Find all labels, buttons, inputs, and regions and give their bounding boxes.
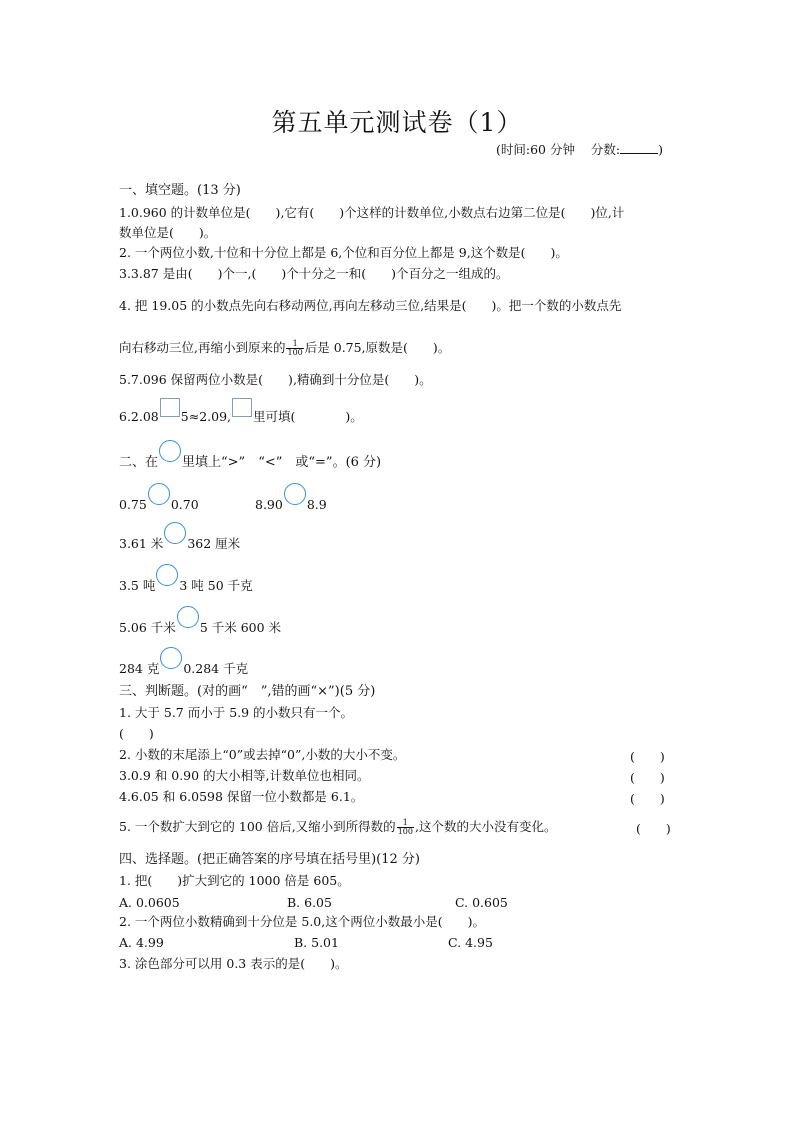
score-label: 分数: xyxy=(590,142,621,157)
section-4-heading: 四、选择题。(把正确答案的序号填在括号里)(12 分) xyxy=(119,852,420,867)
s2-row-2 xyxy=(119,530,240,552)
s3-q4: 4.6.05 和 6.0598 保留一位小数都是 6.1。 xyxy=(119,789,364,804)
s2-r3-right: 3 吨 50 千克 xyxy=(179,578,253,593)
time-score-line xyxy=(496,140,663,158)
s3-q3-paren[interactable]: ( ) xyxy=(630,770,665,785)
s2-r5-right: 0.284 千克 xyxy=(183,661,249,676)
s2-row-1 xyxy=(119,491,199,513)
s1-q4-line2 xyxy=(119,340,450,357)
section-1-heading: 一、填空题。(13 分) xyxy=(119,183,241,198)
s3-q5-text-b: ,这个数的大小没有变化。 xyxy=(414,819,557,834)
fraction-1-100 xyxy=(286,340,303,357)
compare-circle[interactable] xyxy=(160,647,182,669)
s1-q4-text-b: 后是 0.75,原数是( )。 xyxy=(304,340,451,355)
blank-box[interactable] xyxy=(232,398,252,417)
compare-circle-icon xyxy=(159,440,181,462)
frac-denominator: 100 xyxy=(397,827,413,836)
s1-q5: 5.7.096 保留两位小数是( ),精确到十分位是( )。 xyxy=(119,372,432,387)
s4-q3: 3. 涂色部分可以用 0.3 表示的是( )。 xyxy=(119,956,348,971)
s2-r3-left: 3.5 吨 xyxy=(119,578,156,593)
compare-circle[interactable] xyxy=(148,483,170,505)
blank-box[interactable] xyxy=(160,398,180,417)
s2-r4-left: 5.06 千米 xyxy=(119,620,176,635)
s1-q1-line1: 1.0.960 的计数单位是( ),它有( )个这样的计数单位,小数点右边第二位是( )位,计 xyxy=(119,205,625,220)
s4-q1: 1. 把( )扩大到它的 1000 倍是 605。 xyxy=(119,873,350,888)
s1-q6-text-b: 5≈2.09, xyxy=(180,409,231,424)
frac-denominator: 100 xyxy=(287,348,303,357)
s2-row-1b xyxy=(255,491,327,513)
s1-q2: 2. 一个两位小数,十位和十分位上都是 6,个位和百分位上都是 9,这个数是( )。 xyxy=(119,245,568,260)
s1-q6 xyxy=(119,404,363,425)
s3-q4-paren[interactable]: ( ) xyxy=(630,791,665,806)
s4-q1-option-a[interactable]: A. 0.0605 xyxy=(119,895,180,910)
s1-q4-text-a: 向右移动三位,再缩小到原来的 xyxy=(119,340,286,355)
s3-q2: 2. 小数的末尾添上“0”或去掉“0”,小数的大小不变。 xyxy=(119,747,406,762)
s2-r1-right2: 8.9 xyxy=(306,497,327,512)
s4-q1-option-c[interactable]: C. 0.605 xyxy=(455,895,508,910)
s4-q1-option-b[interactable]: B. 6.05 xyxy=(287,895,332,910)
s2-heading-a: 二、在 xyxy=(119,455,159,470)
s3-q1: 1. 大于 5.7 而小于 5.9 的小数只有一个。 xyxy=(119,705,354,720)
close-paren: ) xyxy=(658,142,663,157)
s4-q2-option-a[interactable]: A. 4.99 xyxy=(119,935,164,950)
s4-q2: 2. 一个两位小数精确到十分位是 5.0,这个两位小数最小是( )。 xyxy=(119,914,485,929)
s4-q2-option-b[interactable]: B. 5.01 xyxy=(294,935,339,950)
s3-q5-text-a: 5. 一个数扩大到它的 100 倍后,又缩小到所得数的 xyxy=(119,819,396,834)
s3-q3: 3.0.9 和 0.90 的大小相等,计数单位也相同。 xyxy=(119,768,370,783)
s2-row-4 xyxy=(119,614,281,636)
s2-r2-left: 3.61 米 xyxy=(119,536,164,551)
page-title: 第五单元测试卷（1） xyxy=(271,108,523,137)
section-3-heading: 三、判断题。(对的画“ ”,错的画“×”)(5 分) xyxy=(119,684,376,699)
s3-q5-paren[interactable]: ( ) xyxy=(636,821,671,836)
s2-r5-left: 284 克 xyxy=(119,661,160,676)
s2-r2-right: 362 厘米 xyxy=(187,536,241,551)
s2-row-5 xyxy=(119,655,248,677)
s2-row-3 xyxy=(119,572,253,594)
s2-r1-left2: 8.90 xyxy=(255,497,283,512)
time-label: (时间:60 分钟 xyxy=(496,142,575,157)
s1-q4-line1: 4. 把 19.05 的小数点先向右移动两位,再向左移动三位,结果是( )。把一个数的小数点先 xyxy=(119,298,622,313)
fraction-1-100 xyxy=(397,819,414,836)
s2-r1-right: 0.70 xyxy=(170,497,199,512)
compare-circle[interactable] xyxy=(284,483,306,505)
frac-numerator: 1 xyxy=(286,340,303,349)
s2-r1-left: 0.75 xyxy=(119,497,147,512)
s2-heading-b: 里填上“>” “<” 或“=”。(6 分) xyxy=(182,455,382,470)
s4-q2-option-c[interactable]: C. 4.95 xyxy=(448,935,493,950)
frac-numerator: 1 xyxy=(397,819,414,828)
section-2-heading xyxy=(119,448,381,471)
s2-r4-right: 5 千米 600 米 xyxy=(199,620,282,635)
s1-q3: 3.3.87 是由( )个一,( )个十分之一和( )个百分之一组成的。 xyxy=(119,266,509,281)
s1-q6-text-a: 6.2.08 xyxy=(119,409,159,424)
compare-circle[interactable] xyxy=(156,564,178,586)
compare-circle[interactable] xyxy=(177,606,199,628)
s3-q2-paren[interactable]: ( ) xyxy=(630,749,665,764)
s3-q1-paren[interactable]: ( ) xyxy=(119,726,154,741)
s1-q1-line2: 数单位是( )。 xyxy=(119,225,217,240)
s1-q6-text-c: 里可填( )。 xyxy=(253,409,363,424)
compare-circle[interactable] xyxy=(164,522,186,544)
score-blank[interactable] xyxy=(620,142,658,154)
s3-q5 xyxy=(119,819,556,836)
